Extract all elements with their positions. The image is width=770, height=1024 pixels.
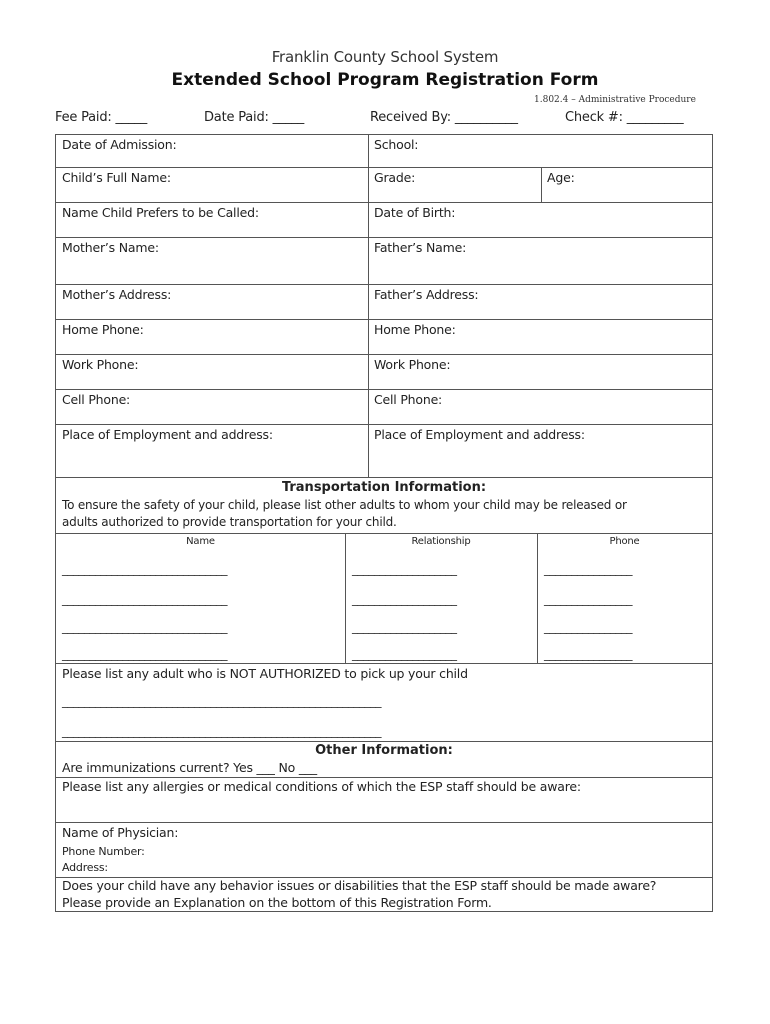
row-parent-addresses: [56, 284, 712, 319]
not-authorized-label: Please list any adult who is NOT AUTHORIZED to pick up your child: [62, 666, 468, 681]
mother-address-field[interactable]: Mother’s Address:: [62, 287, 172, 302]
transport-relationship-2[interactable]: ___________________: [352, 592, 457, 606]
father-name-field[interactable]: Father’s Name:: [374, 240, 467, 255]
preferred-name-field[interactable]: Name Child Prefers to be Called:: [62, 205, 259, 220]
transport-relationship-4[interactable]: ___________________: [352, 647, 457, 661]
form-title: Extended School Program Registration Form: [171, 70, 599, 90]
check-number-field[interactable]: Check #: _________: [565, 110, 684, 125]
date-paid-field[interactable]: Date Paid: _____: [204, 110, 305, 125]
transport-name-2[interactable]: ______________________________: [62, 592, 227, 606]
transport-intro-1: To ensure the safety of your child, please list other adults to whom your child may be released or: [62, 498, 627, 512]
grade-field[interactable]: Grade:: [374, 170, 416, 185]
physician-section: [56, 822, 712, 877]
date-of-admission-field[interactable]: Date of Admission:: [62, 137, 177, 152]
org-name: Franklin County School System: [271, 48, 499, 66]
received-by-field[interactable]: Received By: __________: [370, 110, 518, 125]
row-parent-names: [56, 237, 712, 284]
procedure-number: 1.802.4 – Administrative Procedure: [534, 95, 696, 105]
row-child-name: [56, 167, 712, 202]
behavior-section: [56, 877, 712, 913]
father-address-field[interactable]: Father’s Address:: [374, 287, 479, 302]
transport-heading: Transportation Information:: [281, 480, 487, 495]
row-work-phones: [56, 354, 712, 389]
grade-age-divider: [541, 168, 542, 203]
transport-divider-2: [537, 534, 538, 664]
row-employment: [56, 424, 712, 477]
transport-name-3[interactable]: ______________________________: [62, 620, 227, 634]
col-header-phone: Phone: [609, 536, 640, 547]
immunizations-field[interactable]: Are immunizations current? Yes ___ No ___: [62, 760, 317, 775]
transport-phone-2[interactable]: ________________: [544, 592, 632, 606]
col-header-name: Name: [186, 536, 215, 547]
physician-phone-field[interactable]: Phone Number:: [62, 845, 145, 858]
father-employment-field[interactable]: Place of Employment and address:: [374, 427, 585, 442]
transport-divider-1: [345, 534, 346, 664]
col-header-relationship: Relationship: [411, 536, 471, 547]
mother-cell-phone-field[interactable]: Cell Phone:: [62, 392, 131, 407]
row-cell-phones: [56, 389, 712, 424]
mother-home-phone-field[interactable]: Home Phone:: [62, 322, 144, 337]
physician-name-field[interactable]: Name of Physician:: [62, 825, 179, 840]
transport-name-1[interactable]: ______________________________: [62, 562, 227, 576]
not-authorized-section: [56, 663, 712, 741]
transport-phone-4[interactable]: ________________: [544, 647, 632, 661]
father-work-phone-field[interactable]: Work Phone:: [374, 357, 451, 372]
transport-section: [56, 477, 712, 533]
father-home-phone-field[interactable]: Home Phone:: [374, 322, 456, 337]
allergies-section: [56, 777, 712, 822]
mother-name-field[interactable]: Mother’s Name:: [62, 240, 159, 255]
transport-table: [56, 533, 712, 663]
behavior-explanation-note: Please provide an Explanation on the bottom of this Registration Form.: [62, 895, 492, 910]
not-authorized-line-1[interactable]: __________________________________________________________: [62, 694, 381, 708]
not-authorized-line-2[interactable]: __________________________________________________________: [62, 724, 381, 738]
other-info-section: [56, 741, 712, 777]
other-info-heading: Other Information:: [315, 743, 453, 758]
allergies-field[interactable]: Please list any allergies or medical conditions of which the ESP staff should be aware:: [62, 779, 581, 794]
fee-paid-field[interactable]: Fee Paid: _____: [55, 110, 147, 125]
date-of-birth-field[interactable]: Date of Birth:: [374, 205, 456, 220]
registration-form-table: [55, 134, 713, 912]
row-home-phones: [56, 319, 712, 354]
mother-employment-field[interactable]: Place of Employment and address:: [62, 427, 273, 442]
transport-relationship-3[interactable]: ___________________: [352, 620, 457, 634]
father-cell-phone-field[interactable]: Cell Phone:: [374, 392, 443, 407]
transport-relationship-1[interactable]: ___________________: [352, 562, 457, 576]
transport-intro-2: adults authorized to provide transportation for your child.: [62, 515, 397, 529]
row-admission: [56, 135, 712, 167]
school-field[interactable]: School:: [374, 137, 419, 152]
physician-address-field[interactable]: Address:: [62, 861, 108, 874]
mother-work-phone-field[interactable]: Work Phone:: [62, 357, 139, 372]
age-field[interactable]: Age:: [547, 170, 575, 185]
row-preferred-name: [56, 202, 712, 237]
behavior-question: Does your child have any behavior issues or disabilities that the ESP staff should be made aware?: [62, 878, 657, 893]
transport-phone-1[interactable]: ________________: [544, 562, 632, 576]
transport-phone-3[interactable]: ________________: [544, 620, 632, 634]
transport-name-4[interactable]: ______________________________: [62, 647, 227, 661]
child-full-name-field[interactable]: Child’s Full Name:: [62, 170, 171, 185]
